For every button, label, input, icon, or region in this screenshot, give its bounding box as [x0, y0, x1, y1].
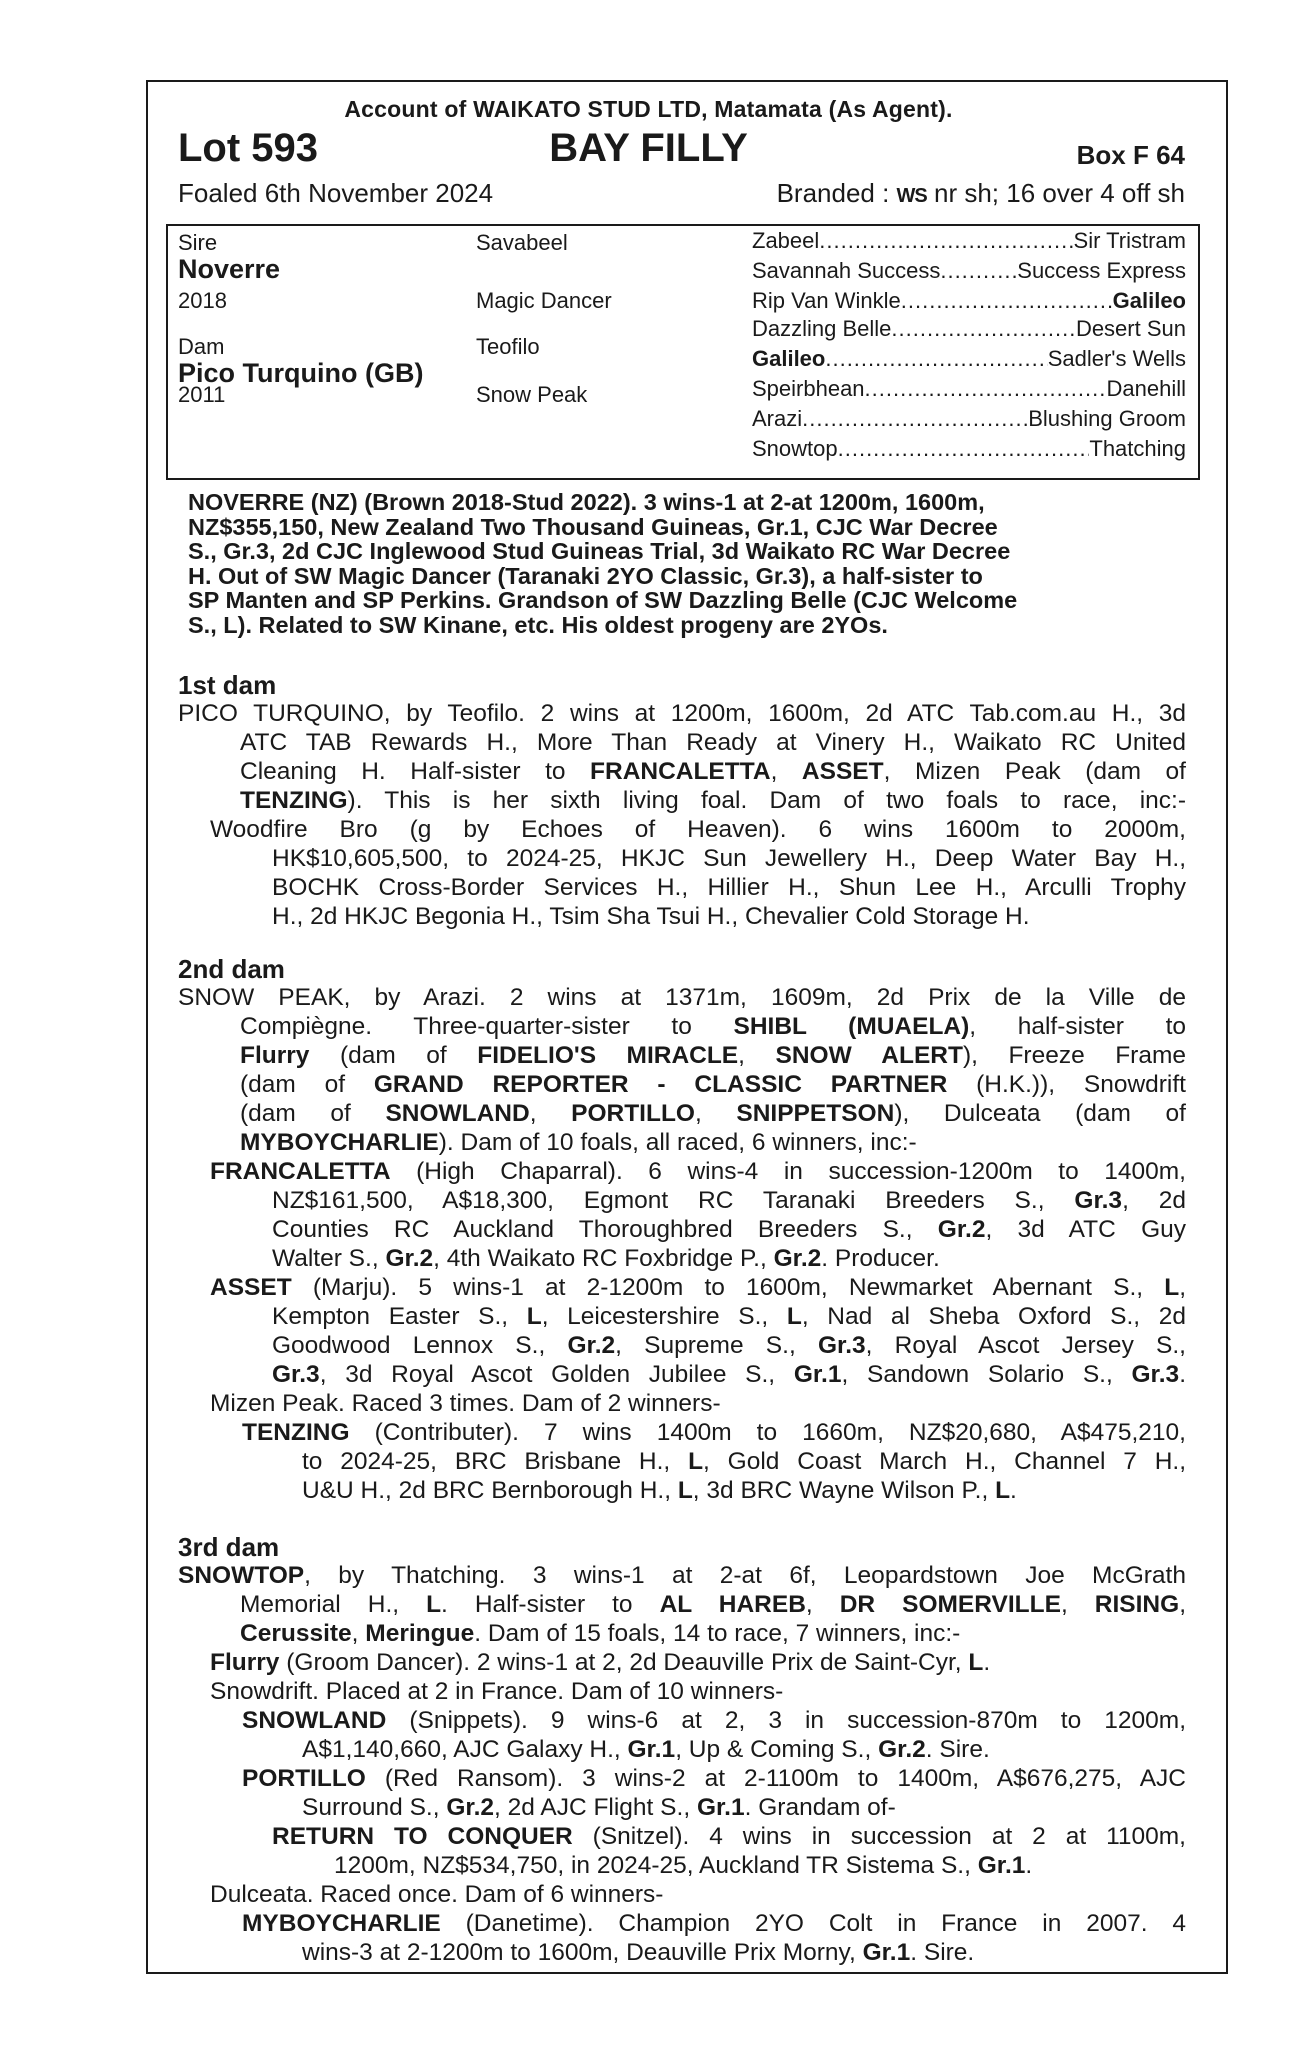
text-run: Counties RC Auckland Thoroughbred Breeders S., [272, 1216, 938, 1243]
text-run: , [770, 758, 802, 785]
text-run: ). Dam of 10 foals, all raced, 6 winners, inc:- [438, 1129, 917, 1156]
text-run: ), Freeze Frame [962, 1042, 1186, 1069]
text-run: ), Dulceata (dam of [894, 1100, 1186, 1127]
text-run: , 2d AJC Flight S., [494, 1794, 697, 1821]
text-run: Goodwood Lennox S., [272, 1332, 568, 1359]
text-run: , Mizen Peak (dam of [883, 758, 1186, 785]
pedigree-text-line [210, 1157, 1186, 1186]
text-run: Cleaning H. Half-sister to [240, 758, 591, 785]
bold-text: Gr.1 [696, 1794, 745, 1821]
text-run: A$1,140,660, AJC Galaxy H., [302, 1736, 628, 1763]
pedigree-text-line [272, 1244, 940, 1273]
third-dam-heading: 3rd dam [178, 1532, 280, 1562]
sire-summary-line: SP Manten and SP Perkins. Grandson of SW Dazzling Belle (CJC Welcome [188, 587, 1018, 613]
pedigree-text-line [210, 1389, 721, 1418]
text-run: Dulceata. Raced once. Dam of 6 winners- [210, 1881, 664, 1908]
bold-text: RISING [1094, 1591, 1180, 1618]
text-run: (Contributer). 7 wins 1400m to 1660m, NZ$20,680, A$475,210, [349, 1419, 1186, 1446]
bold-text: Gr.3 [817, 1332, 866, 1359]
text-run: , 3d ATC Guy [985, 1216, 1186, 1243]
bold-text: SNOWLAND [242, 1707, 387, 1734]
text-run: (Groom Dancer). 2 wins-1 at 2, 2d Deauville Prix de Saint-Cyr, [279, 1649, 969, 1676]
text-run: , [694, 1100, 737, 1127]
text-run: BOCHK Cross-Border Services H., Hillier H., Shun Lee H., Arculli Trophy [272, 874, 1186, 901]
sire-summary [188, 490, 1180, 637]
sire-year: 2018 [178, 288, 227, 313]
bold-text: ASSET [210, 1274, 292, 1301]
text-run: wins-3 at 2-1200m to 1600m, Deauville Prix Morny, [302, 1939, 863, 1966]
bold-text: Gr.2 [446, 1794, 495, 1821]
bold-text: L [1164, 1274, 1180, 1301]
text-run: Snowdrift. Placed at 2 in France. Dam of 10 winners- [210, 1678, 784, 1705]
text-run: to 2024-25, BRC Brisbane H., [302, 1448, 689, 1475]
grandparent-row: Snowtop ..... Thatching [752, 436, 1186, 462]
bold-text: RETURN TO CONQUER [272, 1823, 573, 1850]
pedigree-text-line [210, 815, 1186, 844]
bold-text: AL HAREB [659, 1591, 806, 1618]
bold-text: Meringue [365, 1620, 475, 1647]
bold-text: Gr.1 [793, 1361, 842, 1388]
bold-text: SNIPPETSON [736, 1100, 895, 1127]
pedigree-text-line [240, 786, 1186, 815]
text-run: , [1179, 1274, 1186, 1301]
text-run: (Danetime). Champion 2YO Colt in France in 2007. 4 [440, 1910, 1186, 1937]
bold-text: Cerussite [240, 1620, 352, 1647]
pedigree-text-line [240, 1128, 917, 1157]
bold-text: Gr.2 [567, 1332, 616, 1359]
bold-text: L [426, 1591, 442, 1618]
grandparent-row: Speirbhean ..... Danehill [752, 376, 1186, 402]
text-run: (dam of [240, 1100, 386, 1127]
sire-summary-line: S., L). Related to SW Kinane, etc. His oldest progeny are 2YOs. [188, 611, 888, 638]
sire-summary-line: NOVERRE (NZ) (Brown 2018-Stud 2022). 3 wins-1 at 2-at 1200m, 1600m, [188, 489, 985, 515]
pedigree-text-line [210, 1648, 990, 1677]
bold-text: L [526, 1303, 542, 1330]
pedigree-text-line [302, 1938, 974, 1967]
sire-dam: Magic Dancer [476, 288, 612, 313]
text-run: Kempton Easter S., [272, 1303, 527, 1330]
bold-text: Gr.3 [272, 1361, 320, 1388]
bold-text: DR SOMERVILLE [839, 1591, 1061, 1618]
pedigree-text-line [210, 1677, 783, 1706]
bold-text: L [688, 1448, 704, 1475]
text-run: , [1060, 1591, 1095, 1618]
grandparent-row: Galileo ..... Sadler's Wells [752, 346, 1186, 372]
text-run: ). This is her sixth living foal. Dam of two foals to race, inc:- [347, 787, 1186, 814]
lot-number: Lot 593 [178, 126, 319, 170]
text-run: , [738, 1042, 776, 1069]
bold-text: Gr.2 [773, 1245, 822, 1272]
bold-text: GRAND REPORTER - CLASSIC PARTNER [373, 1071, 948, 1098]
bold-text: PORTILLO [242, 1765, 366, 1792]
text-run: , Supreme S., [615, 1332, 818, 1359]
dam-dam: Snow Peak [476, 382, 588, 407]
dam-name: Pico Turquino (GB) [178, 358, 424, 388]
bold-text: Gr.3 [1074, 1187, 1123, 1214]
text-run: (Snitzel). 4 wins in succession at 2 at 1100m, [572, 1823, 1186, 1850]
text-run: , Sandown Solario S., [841, 1361, 1132, 1388]
bold-text: FRANCALETTA [210, 1158, 391, 1185]
text-run: , Royal Ascot Jersey S., [865, 1332, 1186, 1359]
pedigree-text-line [210, 1273, 1186, 1302]
sire-label: Sire [178, 230, 218, 255]
text-run: Compiègne. Three-quarter-sister to [240, 1013, 734, 1040]
pedigree-text-line [272, 1360, 1186, 1389]
pedigree-text-line [240, 728, 1186, 757]
pedigree-text-line [240, 1590, 1186, 1619]
text-run: . Half-sister to [441, 1591, 660, 1618]
text-run: (Snippets). 9 wins-6 at 2, 3 in succession-870m to 1200m, [386, 1707, 1186, 1734]
bold-text: Gr.2 [937, 1216, 986, 1243]
bold-text: Flurry [240, 1042, 310, 1069]
pedigree-text-line [240, 1099, 1186, 1128]
pedigree-text-line [240, 1012, 1186, 1041]
text-run: Woodfire Bro (g by Echoes of Heaven). 6 wins 1600m to 2000m, [210, 816, 1186, 843]
text-run: , 2d [1122, 1187, 1186, 1214]
text-run: PICO TURQUINO, by Teofilo. 2 wins at 1200m, 1600m, 2d ATC Tab.com.au H., 3d [178, 700, 1186, 727]
pedigree-text-line [242, 1706, 1186, 1735]
grandparent-row: Arazi ..... Blushing Groom [752, 406, 1186, 432]
bold-text: TENZING [242, 1419, 350, 1446]
dam-sire: Teofilo [476, 334, 540, 359]
pedigree-text-line [240, 1041, 1186, 1070]
bold-text: PORTILLO [571, 1100, 695, 1127]
text-run: SNOW PEAK, by Arazi. 2 wins at 1371m, 1609m, 2d Prix de la Ville de [178, 984, 1186, 1011]
grandparent-row: Rip Van Winkle ..... Galileo [752, 288, 1186, 314]
branded-prefix: Branded : [776, 178, 890, 208]
bold-text: MYBOYCHARLIE [242, 1910, 441, 1937]
text-run: Walter S., [272, 1245, 386, 1272]
pedigree-text-line [272, 1331, 1186, 1360]
text-run: , [1179, 1591, 1186, 1618]
sire-summary-line: S., Gr.3, 2d CJC Inglewood Stud Guineas Trial, 3d Waikato RC War Decree [188, 538, 1011, 564]
pedigree-text-line [272, 1186, 1186, 1215]
pedigree-text-line [178, 1561, 1186, 1590]
text-run: . [1010, 1477, 1017, 1504]
text-run: (High Chaparral). 6 wins-4 in succession-1200m to 1400m, [390, 1158, 1186, 1185]
text-run: ATC TAB Rewards H., More Than Ready at Vinery H., Waikato RC United [240, 729, 1186, 756]
text-run: . [1179, 1361, 1186, 1388]
text-run: . Sire. [925, 1736, 990, 1763]
text-run: 1200m, NZ$534,750, in 2024-25, Auckland TR Sistema S., [334, 1852, 978, 1879]
text-run: . Sire. [910, 1939, 975, 1966]
text-run: . Grandam of- [744, 1794, 896, 1821]
pedigree-text-line [302, 1447, 1186, 1476]
grandparent-row: Dazzling Belle ..... Desert Sun [752, 316, 1186, 342]
pedigree-text-line [178, 699, 1186, 728]
text-run: , [351, 1620, 366, 1647]
text-run: NZ$161,500, A$18,300, Egmont RC Taranaki Breeders S., [272, 1187, 1075, 1214]
branded-info [777, 178, 1185, 209]
bold-text: FIDELIO'S MIRACLE [477, 1042, 739, 1069]
text-run: , Gold Coast March H., Channel 7 H., [703, 1448, 1187, 1475]
bold-text: L [677, 1477, 693, 1504]
pedigree-text-line [242, 1764, 1186, 1793]
pedigree-text-line [302, 1735, 990, 1764]
pedigree-text-line [334, 1851, 1032, 1880]
bold-text: L [786, 1303, 802, 1330]
text-run: , half-sister to [969, 1013, 1186, 1040]
grandparent-row: Savannah Success ..... Success Express [752, 258, 1186, 284]
bold-text: Gr.2 [878, 1736, 926, 1763]
text-run: , Nad al Sheba Oxford S., 2d [801, 1303, 1186, 1330]
text-run: , [529, 1100, 572, 1127]
second-dam-heading: 2nd dam [178, 954, 285, 984]
sire-sire: Savabeel [476, 230, 568, 255]
text-run: , 3d Royal Ascot Golden Jubilee S., [319, 1361, 794, 1388]
text-run: . [983, 1649, 991, 1676]
bold-text: ASSET [801, 758, 884, 785]
bold-text: MYBOYCHARLIE [240, 1129, 439, 1156]
pedigree-text-line [240, 757, 1186, 786]
branded-suffix: nr sh; 16 over 4 off sh [934, 178, 1185, 208]
pedigree-text-line [302, 1793, 896, 1822]
bold-text: L [968, 1649, 984, 1676]
text-run: HK$10,605,500, to 2024-25, HKJC Sun Jewellery H., Deep Water Bay H., [272, 845, 1186, 872]
bold-text: L [995, 1477, 1011, 1504]
pedigree-text-line [242, 1418, 1186, 1447]
bold-text: SNOW ALERT [775, 1042, 963, 1069]
text-run: . [1025, 1852, 1033, 1879]
bold-text: FRANCALETTA [590, 758, 771, 785]
bold-text: SHIBL (MUAELA) [733, 1013, 970, 1040]
sire-name: Noverre [178, 254, 281, 284]
pedigree-text-line [272, 873, 1186, 902]
text-run: H., 2d HKJC Begonia H., Tsim Sha Tsui H., Chevalier Cold Storage H. [272, 903, 1030, 930]
text-run: , 3d BRC Wayne Wilson P., [692, 1477, 996, 1504]
pedigree-text-line [272, 902, 1030, 931]
pedigree-text-line [272, 844, 1186, 873]
sire-summary-line: H. Out of SW Magic Dancer (Taranaki 2YO Classic, Gr.3), a half-sister to [188, 562, 983, 589]
text-run: Surround S., [302, 1794, 447, 1821]
sire-summary-line: NZ$355,150, New Zealand Two Thousand Guineas, Gr.1, CJC War Decree [188, 513, 998, 540]
text-run: , Up & Coming S., [675, 1736, 879, 1763]
dam-label: Dam [178, 334, 225, 359]
pedigree-text-line [302, 1476, 1017, 1505]
pedigree-text-line [272, 1215, 1186, 1244]
text-run: , 4th Waikato RC Foxbridge P., [433, 1245, 774, 1272]
text-run: Mizen Peak. Raced 3 times. Dam of 2 winners- [210, 1390, 721, 1417]
text-run: . Producer. [821, 1245, 940, 1272]
text-run: , by Thatching. 3 wins-1 at 2-at 6f, Leopardstown Joe McGrath [304, 1562, 1186, 1589]
brand-mark: WS [896, 185, 927, 207]
bold-text: Gr.1 [862, 1939, 911, 1966]
pedigree-text-line [210, 1880, 663, 1909]
bold-text: Gr.1 [627, 1736, 676, 1763]
text-run: , Leicestershire S., [541, 1303, 787, 1330]
first-dam-heading: 1st dam [178, 670, 277, 700]
grandparent-row: Zabeel ..... Sir Tristram [752, 228, 1186, 254]
text-run: U&U H., 2d BRC Bernborough H., [302, 1477, 678, 1504]
text-run: , [805, 1591, 840, 1618]
pedigree-text-line [272, 1302, 1186, 1331]
pedigree-text-line [272, 1822, 1186, 1851]
text-run: (Red Ransom). 3 wins-2 at 2-1100m to 1400m, A$676,275, AJC [365, 1765, 1186, 1792]
bold-text: Gr.2 [385, 1245, 434, 1272]
text-run: . Dam of 15 foals, 14 to race, 7 winners, inc:- [474, 1620, 961, 1647]
dam-year: 2011 [178, 382, 226, 407]
text-run: (Marju). 5 wins-1 at 2-1200m to 1600m, Newmarket Abernant S., [291, 1274, 1165, 1301]
bold-text: Gr.1 [977, 1852, 1026, 1879]
bold-text: Gr.3 [1131, 1361, 1180, 1388]
text-run: Memorial H., [240, 1591, 427, 1618]
pedigree-text-line [242, 1909, 1186, 1938]
bold-text: Flurry [210, 1649, 280, 1676]
box-number: Box F 64 [1076, 140, 1185, 170]
text-run: (dam of [240, 1071, 374, 1098]
foaled-date: Foaled 6th November 2024 [178, 178, 494, 208]
pedigree-text-line [240, 1619, 960, 1648]
lot-title: BAY FILLY [549, 126, 748, 170]
vendor-account: Account of WAIKATO STUD LTD, Matamata (As Agent). [344, 96, 953, 122]
bold-text: SNOWLAND [385, 1100, 530, 1127]
text-run: (H.K.)), Snowdrift [947, 1071, 1186, 1098]
bold-text: SNOWTOP [178, 1562, 305, 1589]
text-run: (dam of [309, 1042, 478, 1069]
pedigree-text-line [240, 1070, 1186, 1099]
pedigree-text-line [178, 983, 1186, 1012]
bold-text: TENZING [240, 787, 348, 814]
